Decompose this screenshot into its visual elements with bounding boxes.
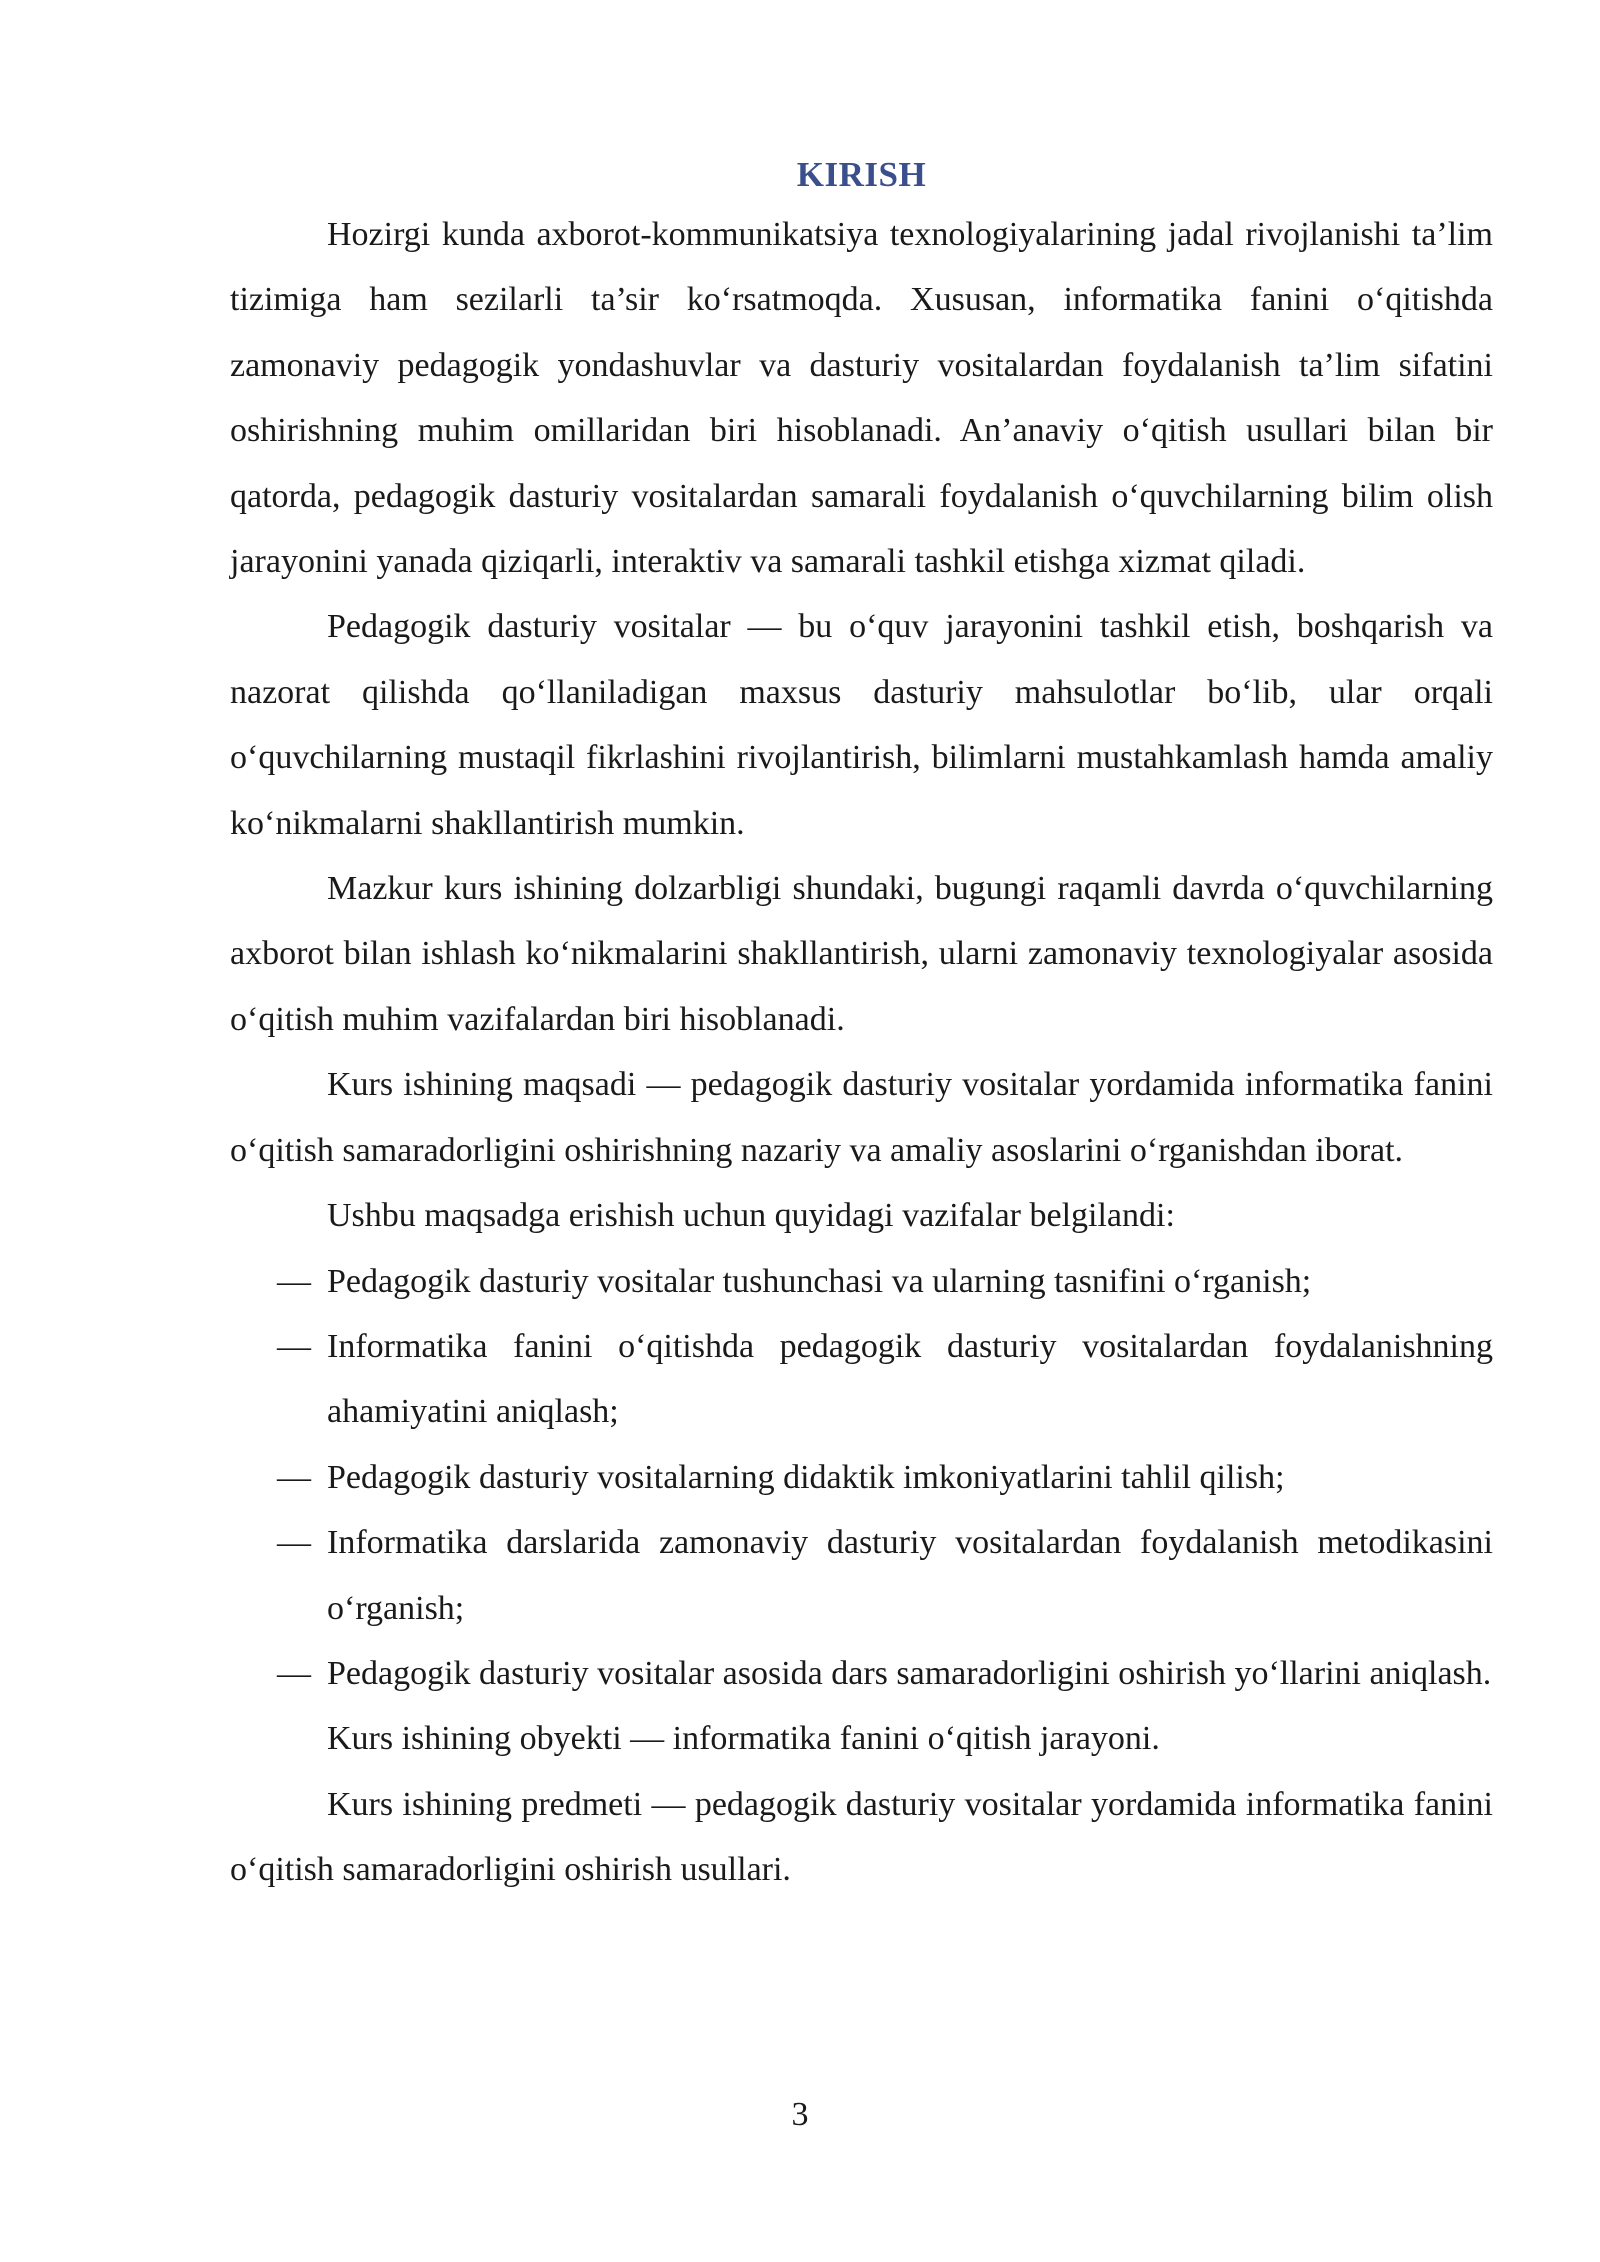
list-dash: — — [277, 1458, 311, 1496]
list-item-text: Informatika fanini o‘qitishda pedagogik dasturiy vositalardan foydalanishning ahamiyatini aniqlash; — [327, 1327, 1493, 1431]
list-item — [230, 1445, 1493, 1510]
paragraph: Hozirgi kunda axborot-kommunikatsiya texnologiyalarining jadal rivojlanishi ta’lim tizimiga ham sezilarli ta’sir ko‘rsatmoqda. Xususan, informatika fanini o‘qitishda zamonaviy pedagogik yondashuvlar va dasturiy vositalardan foydalanish ta’lim sifatini oshirishning muhim omillaridan biri hisoblanadi. An’anaviy o‘qitish usullari bilan bir qatorda, pedagogik dasturiy vositalardan samarali foydalanish o‘quvchilarning bilim olish jarayonini yanada qiziqarli, interaktiv va samarali tashkil etishga xizmat qiladi. — [230, 216, 1493, 581]
list-item — [230, 1314, 1493, 1445]
paragraph: Pedagogik dasturiy vositalar — bu o‘quv jarayonini tashkil etish, boshqarish va nazorat qilishda qo‘llaniladigan maxsus dasturiy mahsulotlar bo‘lib, ular orqali o‘quvchilarning mustaqil fikrlashini rivojlantirish, bilimlarni mustahkamlash hamda amaliy ko‘nikmalarni shakllantirish mumkin. — [230, 608, 1493, 842]
list-item-text: Pedagogik dasturiy vositalar tushunchasi va ularning tasnifini o‘rganish; — [327, 1262, 1312, 1300]
list-item — [230, 1510, 1493, 1641]
paragraph: Ushbu maqsadga erishish uchun quyidagi vazifalar belgilandi: — [327, 1197, 1175, 1235]
list-item-text: Informatika darslarida zamonaviy dasturiy vositalardan foydalanish metodikasini o‘rganish; — [327, 1524, 1493, 1627]
list-dash: — — [277, 1327, 311, 1365]
document-page — [230, 150, 1493, 1903]
paragraph: Mazkur kurs ishining dolzarbligi shundaki, bugungi raqamli davrda o‘quvchilarning axborot bilan ishlash ko‘nikmalarini shakllantirish, ularni zamonaviy texnologiyalar asosida o‘qitish muhim vazifalardan biri hisoblanadi. — [230, 870, 1493, 1038]
list-dash: — — [277, 1654, 311, 1692]
list-item-text: Pedagogik dasturiy vositalarning didaktik imkoniyatlarini tahlil qilish; — [327, 1458, 1285, 1496]
paragraph: Kurs ishining maqsadi — pedagogik dasturiy vositalar yordamida informatika fanini o‘qitish samaradorligini oshirishning nazariy va amaliy asoslarini o‘rganishdan iborat. — [230, 1066, 1493, 1169]
paragraph: Kurs ishining obyekti — informatika fanini o‘qitish jarayoni. — [327, 1720, 1160, 1758]
list-item-text: Pedagogik dasturiy vositalar asosida dars samaradorligini oshirish yo‘llarini aniqlash. — [327, 1654, 1492, 1692]
page-number: 3 — [791, 2096, 809, 2133]
list-dash: — — [277, 1262, 311, 1300]
paragraph: Kurs ishining predmeti — pedagogik dasturiy vositalar yordamida informatika fanini o‘qitish samaradorligini oshirish usullari. — [230, 1785, 1493, 1889]
list-item — [230, 1641, 1493, 1706]
section-title: KIRISH — [796, 155, 927, 194]
list-dash: — — [277, 1524, 311, 1562]
tasks-list — [230, 1249, 1493, 1707]
list-item — [230, 1249, 1493, 1314]
